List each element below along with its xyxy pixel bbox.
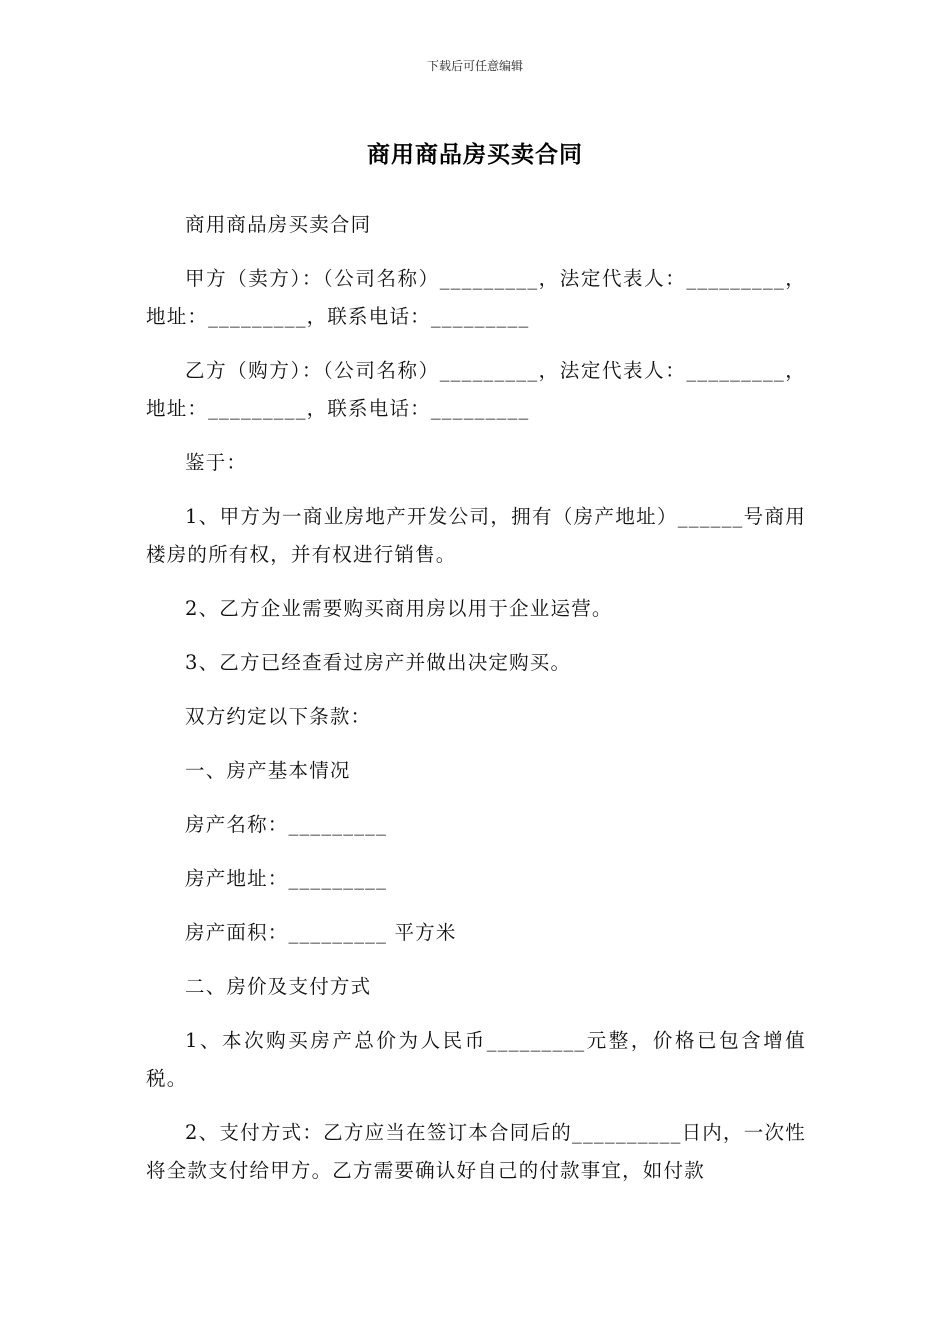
section-heading-price: 二、房价及支付方式	[185, 975, 372, 998]
paragraph-agreement-intro: 双方约定以下条款：	[185, 705, 372, 728]
paragraph-recital-3: 3、乙方已经查看过房产并做出决定购买。	[185, 651, 572, 674]
header-note: 下载后可任意编辑	[426, 59, 523, 73]
paragraph-property-name: 房产名称：_________	[185, 813, 388, 836]
paragraph-party-a: 甲方（卖方）：（公司名称）_________，法定代表人：_________，地址：_________，联系电话：_________	[146, 267, 806, 328]
paragraph-price-1: 1、本次购买房产总价为人民币_________元整，价格已包含增值税。	[146, 1029, 806, 1090]
paragraph-price-2: 2、支付方式：乙方应当在签订本合同后的__________日内，一次性将全款支付给甲方。乙方需要确认好自己的付款事宜，如付款	[146, 1121, 806, 1182]
paragraph-subtitle: 商用商品房买卖合同	[185, 213, 372, 236]
paragraph-recital-2: 2、乙方企业需要购买商用房以用于企业运营。	[185, 597, 613, 620]
document-body	[146, 206, 806, 1206]
paragraph-party-b: 乙方（购方）：（公司名称）_________，法定代表人：_________，地址：_________，联系电话：_________	[146, 359, 806, 420]
paragraph-property-area: 房产面积：_________ 平方米	[185, 921, 457, 944]
section-heading-property: 一、房产基本情况	[185, 759, 351, 782]
document-title: 商用商品房买卖合同	[367, 142, 583, 168]
paragraph-whereas: 鉴于：	[185, 451, 248, 474]
paragraph-recital-1: 1、甲方为一商业房地产开发公司，拥有（房产地址）______号商用楼房的所有权，并有权进行销售。	[146, 505, 806, 566]
paragraph-property-address: 房产地址：_________	[185, 867, 388, 890]
